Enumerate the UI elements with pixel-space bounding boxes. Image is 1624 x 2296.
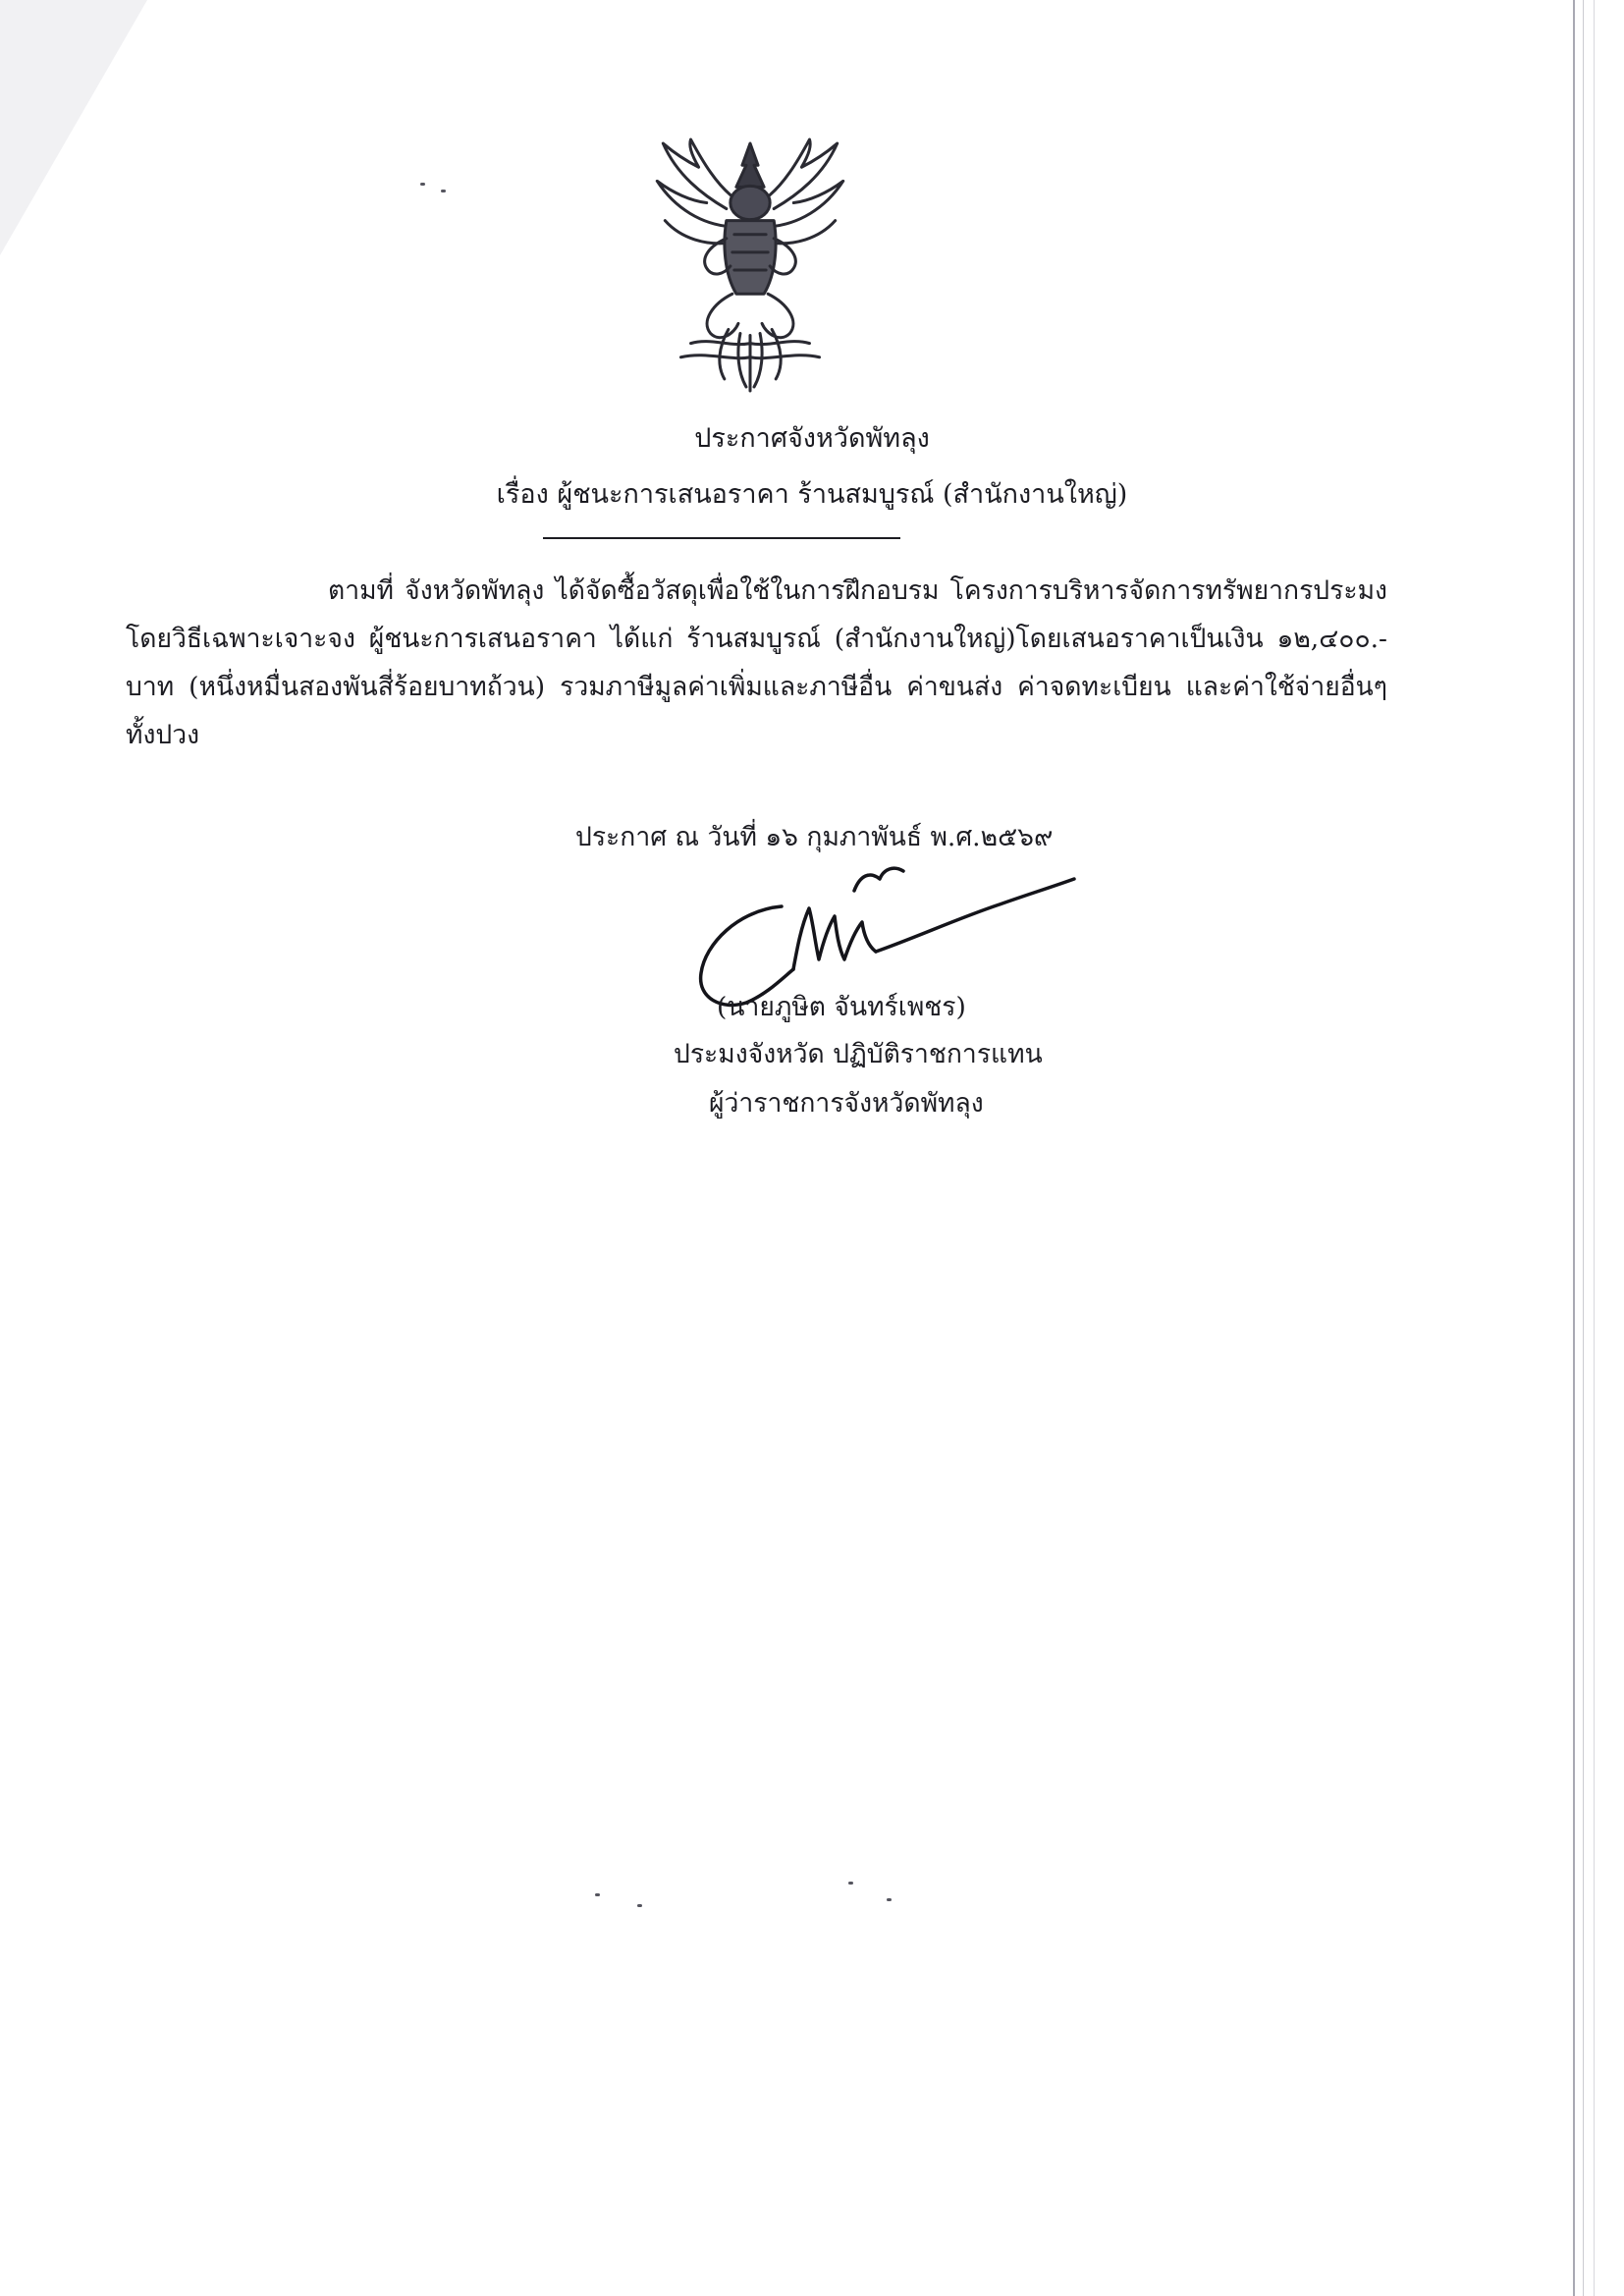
- scan-edge-line: [1594, 0, 1595, 2296]
- scan-speck: [848, 1882, 853, 1885]
- scan-speck: [441, 190, 446, 192]
- garuda-emblem-icon: [650, 136, 850, 393]
- signatory-position: ประมงจังหวัด ปฏิบัติราชการแทน: [674, 1039, 1043, 1069]
- scan-speck: [887, 1898, 892, 1901]
- announcement-body: ตามที่ จังหวัดพัทลุง ได้จัดซื้อวัสดุเพื่อใช้ในการฝึกอบรม โครงการบริหารจัดการทรัพยากรประมง โดยวิธีเฉพาะเจาะจง ผู้ชนะการเสนอราคา ได้แก่ ร้านสมบูรณ์ (สำนักงานใหญ่)โดยเสนอราคาเป็นเงิน ๑๒,๔๐๐.-บาท (หนึ่งหมื่นสองพันสี่ร้อยบาทถ้วน) รวมภาษีมูลค่าเพิ่มและภาษีอื่น ค่าขนส่ง ค่าจดทะเบียน และค่าใช้จ่ายอื่นๆ ทั้งปวง: [126, 575, 1387, 750]
- announcement-date: ประกาศ ณ วันที่ ๑๖ กุมภาพันธ์ พ.ศ.๒๕๖๙: [575, 822, 1054, 852]
- scan-speck: [595, 1893, 600, 1896]
- signatory-name: (นายภูษิต จันทร์เพชร): [717, 992, 966, 1022]
- announcement-subject: เรื่อง ผู้ชนะการเสนอราคา ร้านสมบูรณ์ (สำนักงานใหญ่): [496, 479, 1128, 510]
- scan-edge-line: [1573, 0, 1575, 2296]
- signatory-authority: ผู้ว่าราชการจังหวัดพัทลุง: [709, 1088, 984, 1119]
- scan-speck: [420, 183, 425, 186]
- scan-speck: [637, 1904, 642, 1907]
- scan-edge-line: [1583, 0, 1584, 2296]
- scan-corner-shadow: [0, 0, 147, 255]
- subject-underline: [543, 537, 900, 539]
- announcement-title: ประกาศจังหวัดพัทลุง: [694, 423, 930, 454]
